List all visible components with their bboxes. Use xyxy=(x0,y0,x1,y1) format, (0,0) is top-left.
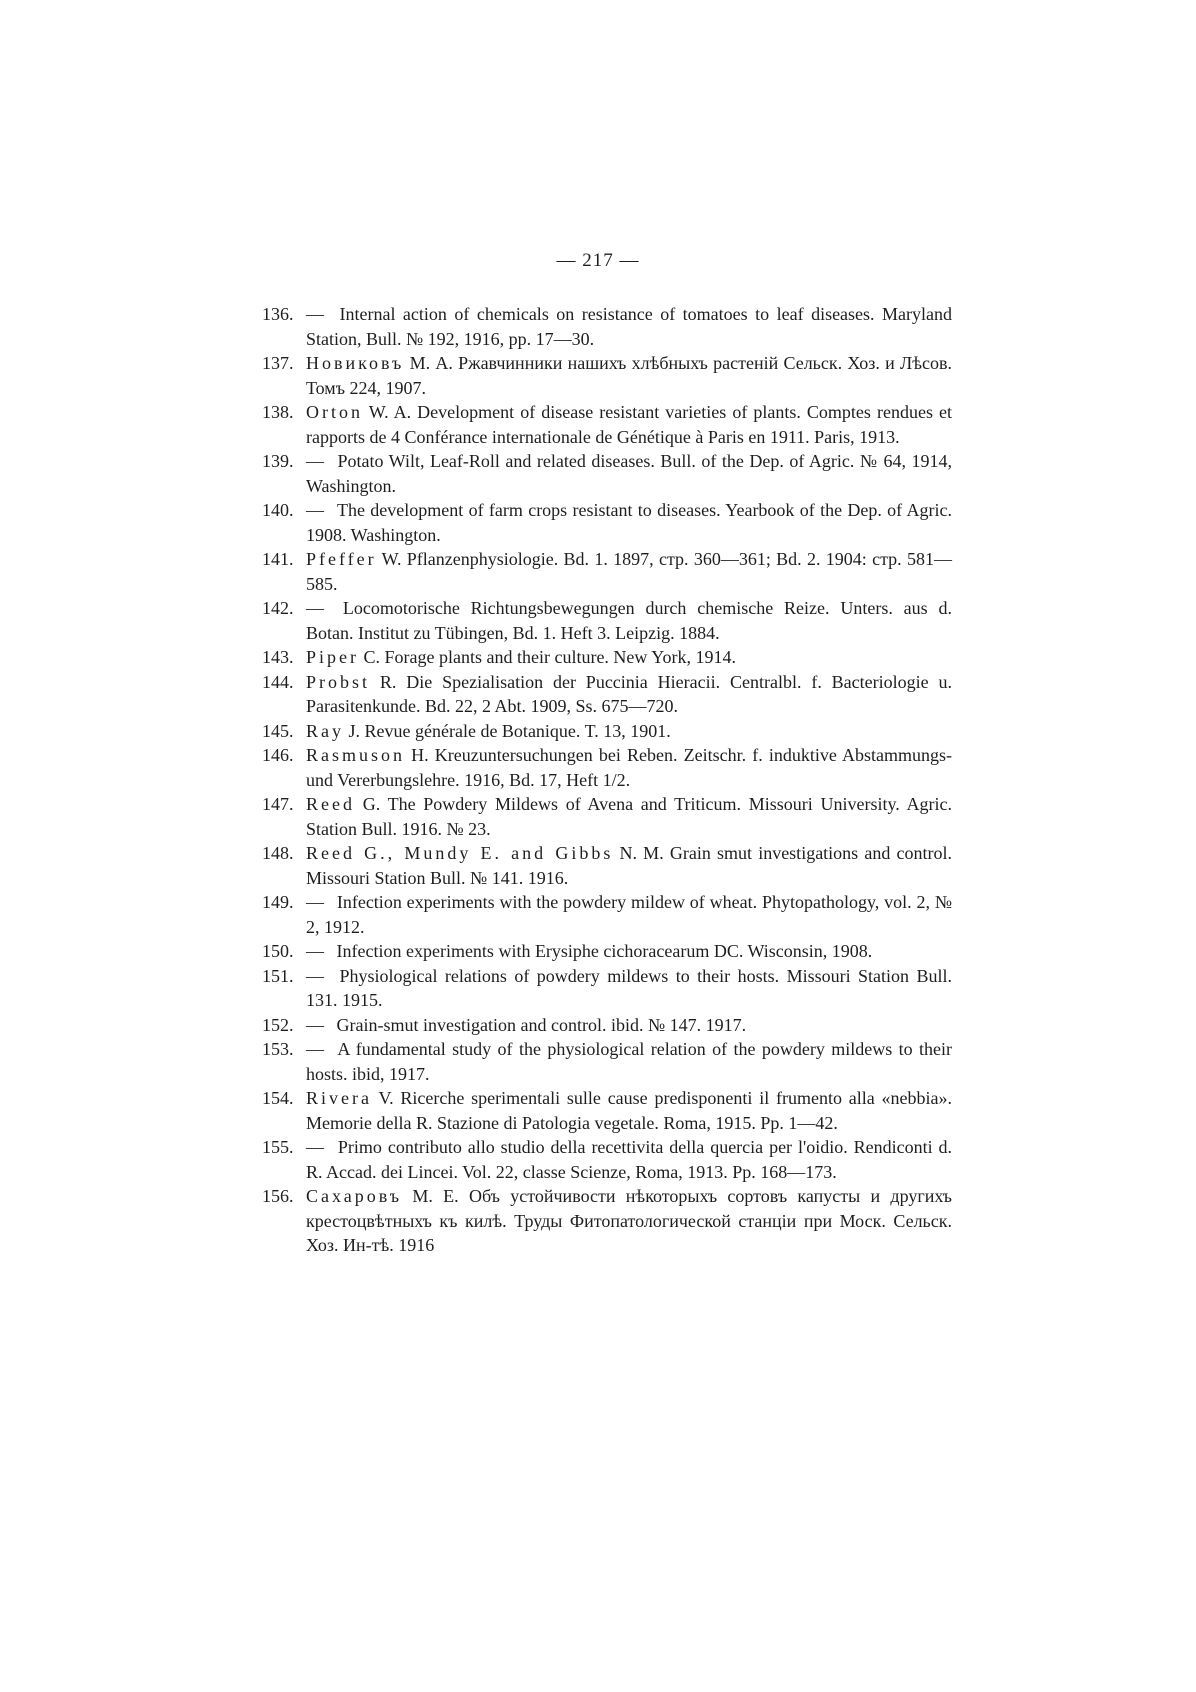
reference-author: Rasmuson xyxy=(306,745,406,765)
reference-citation: W. A. Development of disease resistant varieties of plants. Comptes rendues et rapports de 4 Conférance internationale de Génétique à Paris en 1911. Paris, 1913. xyxy=(306,402,952,447)
reference-list xyxy=(262,302,952,1258)
reference-number: 150. xyxy=(262,941,294,961)
reference-number: 142. xyxy=(262,598,294,618)
reference-citation: H. Kreuzuntersuchungen bei Reben. Zeitschr. f. induktive Abstammungs-und Vererbungslehre. 1916, Bd. 17, Heft 1/2. xyxy=(306,745,952,790)
reference-citation: W. Pflanzenphysiologie. Bd. 1. 1897, стр. 360—361; Bd. 2. 1904: стр. 581—585. xyxy=(306,549,952,594)
reference-number: 155. xyxy=(262,1137,294,1157)
reference-number: 136. xyxy=(262,304,294,324)
reference-number: 144. xyxy=(262,671,294,692)
reference-number: 153. xyxy=(262,1039,294,1059)
reference-text xyxy=(306,1086,952,1135)
reference-number: 139. xyxy=(262,451,294,471)
reference-text xyxy=(306,547,952,596)
reference-text xyxy=(306,400,952,449)
reference-entry xyxy=(262,719,952,744)
reference-citation: Physiological relations of powdery mildews to their hosts. Missouri Station Bull. 131. 1915. xyxy=(306,965,952,1010)
reference-number: 140. xyxy=(262,500,294,520)
reference-text xyxy=(306,670,952,719)
reference-number: 146. xyxy=(262,745,294,765)
reference-author: Rivera xyxy=(306,1088,372,1108)
reference-citation: R. Die Spezialisation der Puccinia Hieracii. Centralbl. f. Bacteriologie u. Parasitenkunde. Bd. 22, 2 Abt. 1909, Ss. 675—720. xyxy=(306,671,953,716)
reference-citation: J. Revue générale de Botanique. T. 13, 1901. xyxy=(348,720,671,741)
reference-entry xyxy=(262,547,952,596)
reference-author: Piper xyxy=(306,647,359,667)
reference-citation: Infection experiments with the powdery mildew of wheat. Phytopathology, vol. 2, № 2, 1912. xyxy=(306,892,952,937)
reference-entry xyxy=(262,449,952,498)
reference-number: 151. xyxy=(262,965,294,986)
reference-citation: Locomotorische Richtungsbewegungen durch chemische Reize. Unters. aus d. Botan. Institut zu Tübingen, Bd. 1. Heft 3. Leipzig. 1884. xyxy=(306,598,953,643)
reference-number: 149. xyxy=(262,892,294,912)
reference-entry xyxy=(262,400,952,449)
reference-author: Новиковъ xyxy=(306,353,405,373)
reference-number: 137. xyxy=(262,353,294,373)
reference-entry xyxy=(262,1135,952,1184)
reference-text xyxy=(306,1013,952,1038)
reference-citation: Internal action of chemicals on resistance of tomatoes to leaf diseases. Maryland Station, Bull. № 192, 1916, pp. 17—30. xyxy=(306,304,953,349)
reference-citation: М. Е. Объ устойчивости нѣкоторыхъ сортовъ капусты и другихъ крестоцвѣтныхъ къ килѣ. Труды Фитопатологической станціи при Моск. Сельск. Хоз. Ин-тѣ. 1916 xyxy=(306,1186,952,1255)
reference-author: — xyxy=(306,1039,324,1059)
reference-author: — xyxy=(306,451,324,471)
reference-author: Probst xyxy=(306,671,371,692)
reference-text xyxy=(306,841,952,890)
reference-author: Сахаровъ xyxy=(306,1186,403,1206)
reference-citation: The development of farm crops resistant to diseases. Yearbook of the Dep. of Agric. 1908. Washington. xyxy=(306,500,952,545)
reference-entry xyxy=(262,645,952,670)
reference-author: — xyxy=(306,941,324,961)
reference-entry xyxy=(262,670,952,719)
reference-number: 147. xyxy=(262,794,294,814)
page-number: — 217 — xyxy=(556,250,640,271)
reference-author: — xyxy=(306,500,324,520)
reference-text xyxy=(306,1184,952,1258)
reference-citation: N. M. Grain smut investigations and control. Missouri Station Bull. № 141. 1916. xyxy=(306,843,953,888)
reference-citation: G. The Powdery Mildews of Avena and Triticum. Missouri University. Agric. Station Bull. 1916. № 23. xyxy=(306,794,952,839)
reference-citation: Infection experiments with Erysiphe cichoracearum DC. Wisconsin, 1908. xyxy=(336,941,873,961)
reference-entry xyxy=(262,1086,952,1135)
reference-text xyxy=(306,1037,952,1086)
reference-author: — xyxy=(306,1137,324,1157)
reference-author: — xyxy=(306,598,324,618)
reference-citation: Grain-smut investigation and control. ibid. № 147. 1917. xyxy=(336,1014,747,1035)
reference-number: 152. xyxy=(262,1014,294,1035)
reference-text xyxy=(306,449,952,498)
reference-text xyxy=(306,743,952,792)
reference-entry xyxy=(262,792,952,841)
reference-entry xyxy=(262,351,952,400)
reference-entry xyxy=(262,964,952,1013)
reference-number: 154. xyxy=(262,1088,294,1108)
reference-entry xyxy=(262,841,952,890)
reference-entry xyxy=(262,596,952,645)
reference-author: Reed G., Mundy E. and Gibbs xyxy=(306,843,614,863)
reference-number: 145. xyxy=(262,720,294,741)
reference-entry xyxy=(262,1037,952,1086)
reference-author: Reed xyxy=(306,794,355,814)
reference-text xyxy=(306,792,952,841)
reference-entry xyxy=(262,1013,952,1038)
reference-text xyxy=(306,596,952,645)
reference-number: 148. xyxy=(262,843,294,863)
reference-citation: Potato Wilt, Leaf-Roll and related diseases. Bull. of the Dep. of Agric. № 64, 1914, Washington. xyxy=(306,451,952,496)
reference-text xyxy=(306,964,952,1013)
reference-text xyxy=(306,302,952,351)
reference-author: — xyxy=(306,892,324,912)
reference-citation: C. Forage plants and their culture. New York, 1914. xyxy=(363,647,736,667)
reference-text xyxy=(306,890,952,939)
reference-text xyxy=(306,351,952,400)
reference-text xyxy=(306,498,952,547)
reference-entry xyxy=(262,1184,952,1258)
reference-text xyxy=(306,1135,952,1184)
reference-citation: М. А. Ржавчинники нашихъ хлѣбныхъ растеній Сельск. Хоз. и Лѣсов. Томъ 224, 1907. xyxy=(306,353,952,398)
reference-author: — xyxy=(306,965,324,986)
reference-entry xyxy=(262,743,952,792)
reference-number: 141. xyxy=(262,549,294,569)
reference-text xyxy=(306,645,952,670)
reference-author: — xyxy=(306,1014,324,1035)
reference-entry xyxy=(262,302,952,351)
reference-text xyxy=(306,719,952,744)
reference-author: Ray xyxy=(306,720,344,741)
reference-citation: Primo contributo allo studio della recettivita della quercia per l'oidio. Rendiconti d. R. Accad. dei Lincei. Vol. 22, classe Scienze, Roma, 1913. Pp. 168—173. xyxy=(306,1137,953,1182)
reference-number: 143. xyxy=(262,647,294,667)
reference-author: — xyxy=(306,304,324,324)
reference-text xyxy=(306,939,952,964)
reference-author: Pfeffer xyxy=(306,549,377,569)
reference-number: 156. xyxy=(262,1186,294,1206)
reference-entry xyxy=(262,890,952,939)
reference-citation: A fundamental study of the physiological relation of the powdery mildews to their hosts. ibid, 1917. xyxy=(306,1039,952,1084)
reference-entry xyxy=(262,939,952,964)
reference-author: Orton xyxy=(306,402,363,422)
reference-citation: V. Ricerche sperimentali sulle cause predisponenti il frumento alla «nebbia». Memorie della R. Stazione di Patologia vegetale. Roma, 1915. Pp. 1—42. xyxy=(306,1088,952,1133)
reference-number: 138. xyxy=(262,402,294,422)
reference-entry xyxy=(262,498,952,547)
